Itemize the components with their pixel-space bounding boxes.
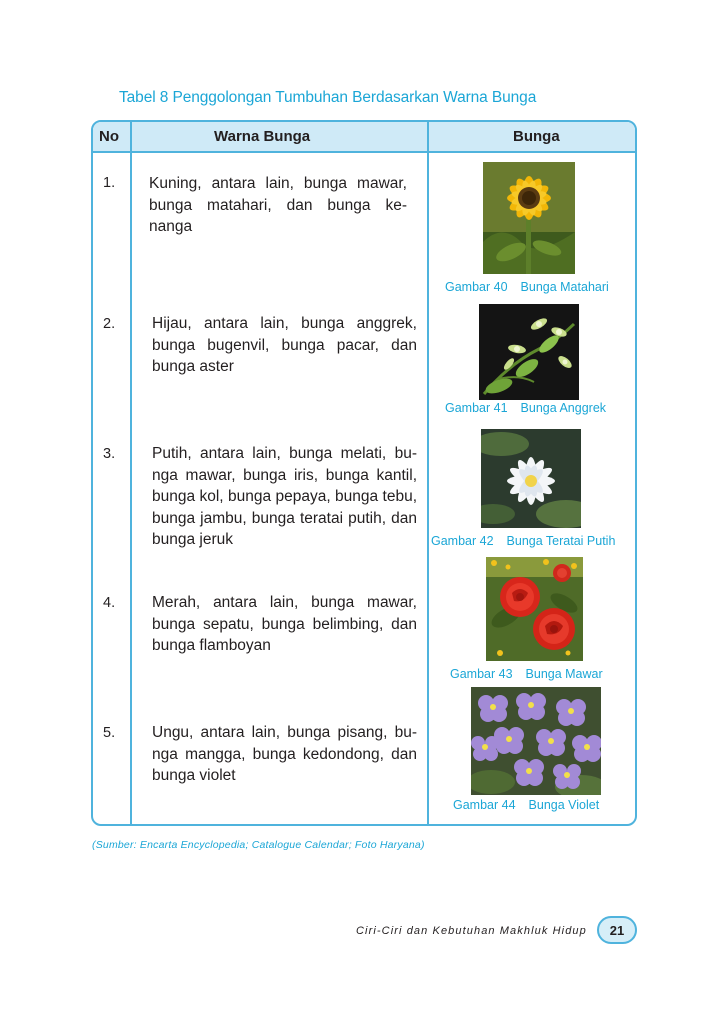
figure-name: Bunga Anggrek [520,401,607,415]
water-lily-photo [481,429,581,528]
figure-label: Gambar 41 [445,401,508,415]
table-title: Tabel 8 Penggolongan Tumbuhan Berdasarkan Warna Bunga [119,89,537,106]
figure-caption [445,401,606,415]
column-divider-no [130,122,132,824]
row-number: 1. [103,175,116,191]
figure-caption [431,534,615,548]
figure-caption [453,798,599,812]
figure-caption [450,667,603,681]
chapter-footer: Ciri-Ciri dan Kebutuhan Makhluk Hidup [356,925,587,937]
header-no: No [99,128,119,145]
column-divider-warna [427,122,429,824]
flower-color-table [91,120,637,826]
row-description: Hijau, antara lain, bunga anggrek, bunga bugenvil, bunga pacar, dan bunga aster [152,315,417,375]
row-description: Putih, antara lain, bunga melati, bu-nga mawar, bunga iris, bunga kantil, bunga kol, bunga pepaya, bunga tebu, bunga jambu, bunga teratai putih, dan bunga jeruk [152,445,417,548]
figure-name: Bunga Teratai Putih [506,534,616,548]
rose-photo [486,557,583,661]
figure-name: Bunga Mawar [525,667,603,681]
figure-label: Gambar 44 [453,798,516,812]
row-description: Kuning, antara lain, bunga mawar, bunga matahari, dan bunga ke-nanga [149,175,407,235]
header-warna-bunga: Warna Bunga [214,128,311,145]
row-number: 2. [103,316,116,332]
figure-caption [445,280,609,294]
sunflower-photo [483,162,575,274]
figure-label: Gambar 43 [450,667,513,681]
page-number-badge [597,916,637,944]
page-number: 21 [609,923,625,938]
row-number: 5. [103,725,116,741]
row-number: 4. [103,595,116,611]
orchid-photo [479,304,579,400]
violet-photo [471,687,601,795]
figure-name: Bunga Matahari [520,280,609,294]
figure-name: Bunga Violet [528,798,600,812]
row-description: Merah, antara lain, bunga mawar, bunga sepatu, bunga belimbing, dan bunga flamboyan [152,594,417,654]
figure-label: Gambar 40 [445,280,508,294]
header-bunga: Bunga [513,128,560,145]
figure-label: Gambar 42 [431,534,494,548]
row-description: Ungu, antara lain, bunga pisang, bu-nga mangga, bunga kedondong, dan bunga violet [152,724,417,784]
row-number: 3. [103,446,116,462]
source-note: (Sumber: Encarta Encyclopedia; Catalogue Calendar; Foto Haryana) [92,839,425,851]
